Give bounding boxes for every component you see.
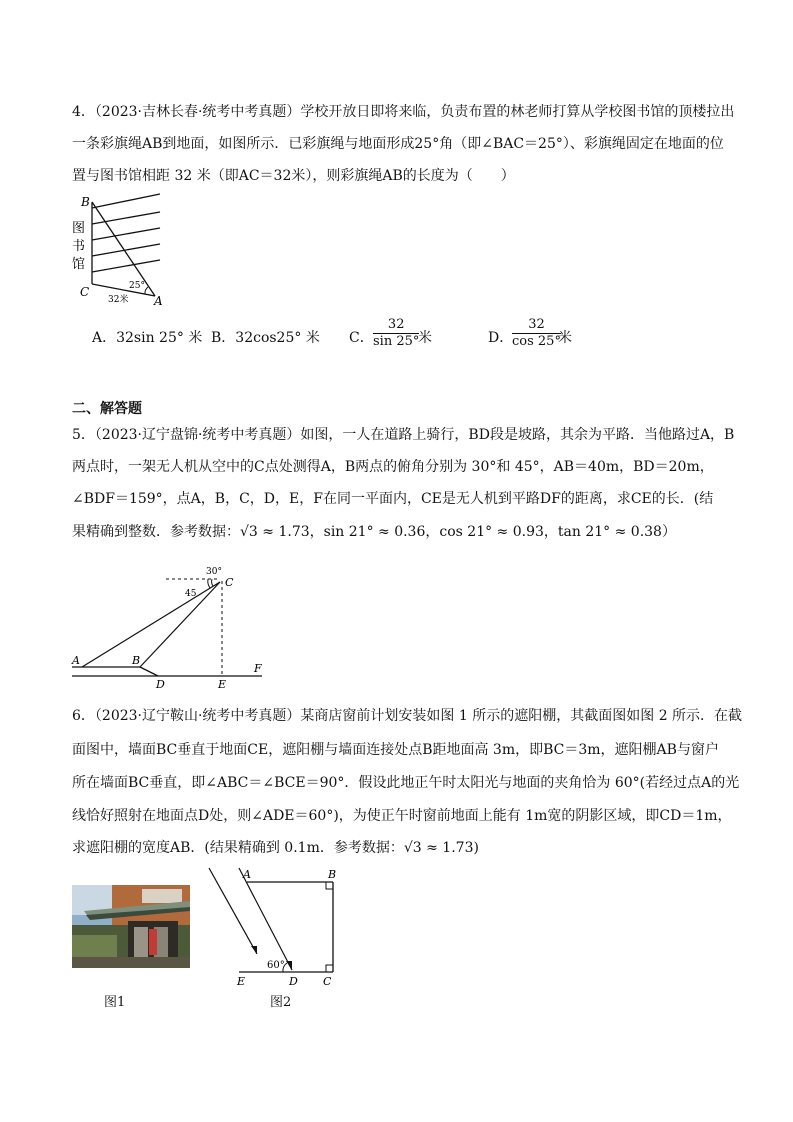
q5-line-4: 果精确到整数．参考数据：√3 ≈ 1.73，sin 21° ≈ 0.36，cos 21° ≈ 0.93，tan 21° ≈ 0.38） — [72, 524, 676, 540]
q4-option-d-fraction — [512, 317, 561, 350]
q6-label-C: C — [323, 975, 332, 988]
q5-label-45: 45 — [185, 589, 197, 599]
q4-angle-label: 25° — [129, 281, 145, 291]
q4-label-A: A — [154, 294, 163, 307]
q6-line-5: 求遮阳棚的宽度AB．(结果精确到 0.1m．参考数据：√3 ≈ 1.73) — [72, 840, 479, 856]
q5-line-1: 5．（2023·辽宁盘锦·统考中考真题）如图，一人在道路上骑行，BD段是坡路，其余为平路．当他路过A，B — [72, 427, 735, 443]
q4-building-char-1: 图 — [72, 221, 86, 236]
q5-label-E: E — [218, 678, 227, 691]
q4-option-a: A．32sin 25° 米 — [92, 330, 203, 346]
q4-option-c-fraction — [373, 317, 419, 350]
q6-label-D: D — [289, 975, 298, 988]
q5-label-A: A — [72, 654, 80, 667]
q4-option-d-unit: 米 — [558, 330, 572, 346]
q6-line-1: 6．（2023·辽宁鞍山·统考中考真题）某商店窗前计划安装如图 1 所示的遮阳棚，其截面图如图 2 所示．在截 — [72, 708, 743, 724]
q6-label-A: A — [243, 868, 251, 881]
figure-1-caption: 图1 — [104, 995, 126, 1010]
q4-building-char-3: 馆 — [72, 257, 86, 272]
q4-option-d-denominator: cos 25° — [512, 334, 561, 349]
q4-line-1: 4．（2023·吉林长春·统考中考真题）学校开放日即将来临，负责布置的林老师打算从学校图书馆的顶楼拉出 — [72, 104, 735, 120]
q5-label-B: B — [132, 654, 141, 667]
q4-option-c-numerator: 32 — [373, 317, 419, 334]
q4-distance-label: 32米 — [108, 295, 129, 305]
q5-label-F: F — [254, 662, 262, 675]
q4-building-char-2: 书 — [72, 239, 86, 254]
q4-line-3: 置与图书馆相距 32 米（即AC＝32米），则彩旗绳AB的长度为（ ） — [72, 168, 515, 184]
q5-label-D: D — [156, 678, 165, 691]
q5-figure — [68, 562, 268, 692]
q4-label-C: C — [80, 285, 90, 299]
q5-line-2: 两点时，一架无人机从空中的C点处测得A，B两点的俯角分别为 30°和 45°，AB＝40m，BD＝20m， — [72, 459, 714, 475]
figure-2-caption: 图2 — [270, 995, 292, 1010]
q6-label-B: B — [328, 868, 337, 881]
awning-photo — [72, 885, 190, 968]
q6-label-E: E — [237, 975, 246, 988]
q5-label-30: 30° — [206, 567, 222, 577]
q4-option-b: B．32cos25° 米 — [211, 330, 320, 346]
q4-option-c-unit: 米 — [418, 330, 432, 346]
q4-line-2: 一条彩旗绳AB到地面，如图所示．已彩旗绳与地面形成25°角（即∠BAC＝25°）、彩旗绳固定在地面的位 — [72, 136, 724, 152]
q4-label-B: B — [81, 195, 90, 209]
q6-figure-2 — [205, 866, 355, 991]
q6-line-3: 所在墙面BC垂直，即∠ABC＝∠BCE＝90°．假设此地正午时太阳光与地面的夹角恰为 60°(若经过点A的光 — [72, 775, 740, 791]
q4-figure — [72, 192, 182, 307]
q5-label-C: C — [225, 576, 234, 589]
section-heading: 二、解答题 — [72, 401, 142, 417]
q4-option-d-numerator: 32 — [512, 317, 561, 334]
q6-line-4: 线恰好照射在地面点D处，则∠ADE＝60°)，为使正午时窗前地面上能有 1m宽的阴影区域，即CD＝1m， — [72, 808, 732, 824]
q5-line-3: ∠BDF＝159°，点A，B，C，D，E，F在同一平面内，CE是无人机到平路DF的距离，求CE的长．(结 — [72, 491, 714, 507]
q4-option-d-label: D． — [488, 330, 514, 346]
q4-option-c-denominator: sin 25° — [373, 334, 420, 349]
q4-option-c-label: C． — [349, 330, 374, 346]
q6-angle-label: 60° — [267, 960, 285, 971]
q6-line-2: 面图中，墙面BC垂直于地面CE，遮阳棚与墙面连接处点B距地面高 3m，即BC＝3m，遮阳棚AB与窗户 — [72, 742, 719, 758]
